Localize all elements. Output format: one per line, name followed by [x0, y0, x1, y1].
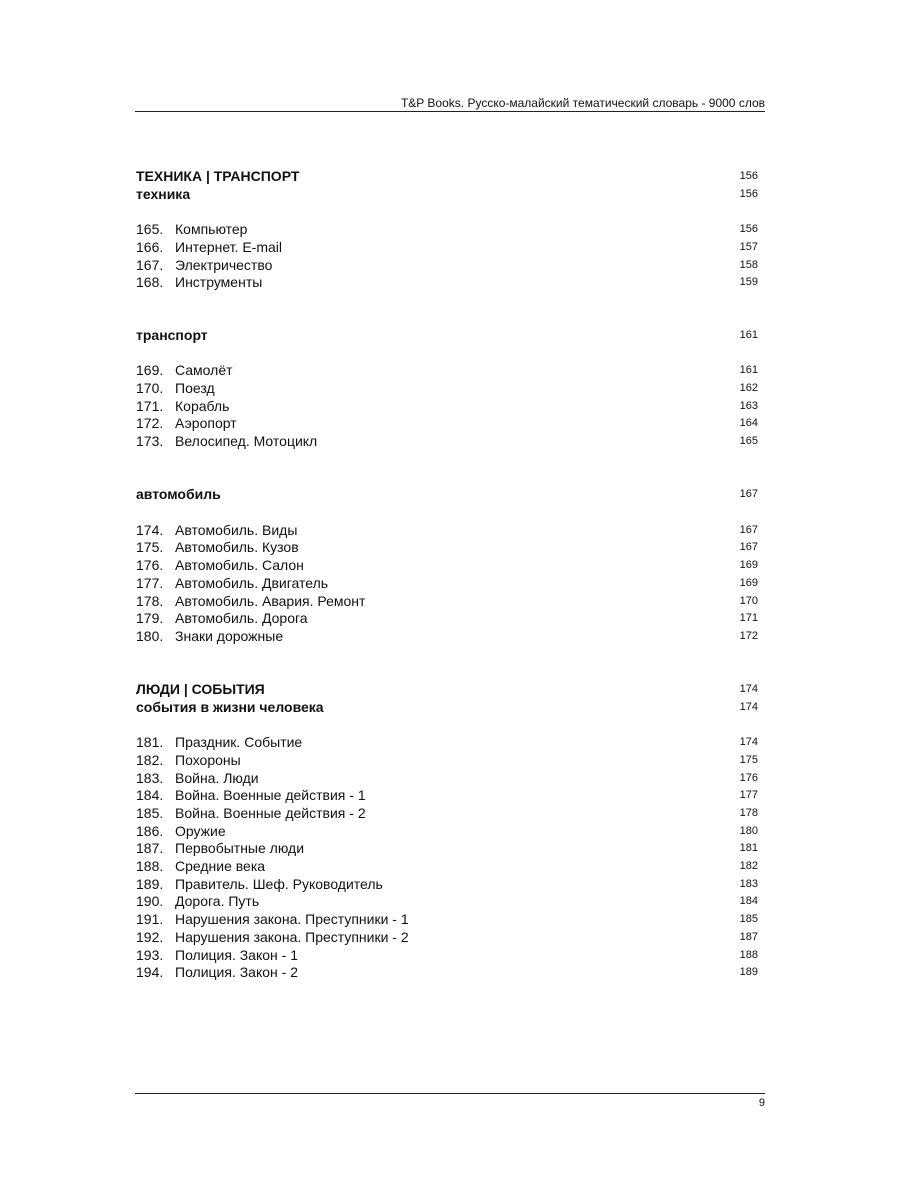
toc-page-number: 164 [739, 417, 758, 429]
toc-entry-number: 176. [136, 557, 164, 573]
toc-entry-label: Война. Военные действия - 2 [175, 805, 366, 821]
toc-entry-label: Нарушения закона. Преступники - 1 [175, 911, 409, 927]
toc-entry-label: Знаки дорожные [175, 628, 284, 644]
toc-entry[interactable] [136, 521, 758, 539]
toc-entry-number: 178. [136, 593, 164, 609]
toc-page-number: 174 [739, 736, 758, 748]
toc-entry-label: Похороны [175, 752, 241, 768]
toc-entry-label: Инструменты [175, 274, 263, 290]
toc-entry-label: Автомобиль. Виды [175, 522, 298, 538]
toc-entry-number: 194. [136, 964, 164, 980]
toc-page-number: 156 [739, 188, 758, 200]
toc-part-heading[interactable] [136, 680, 758, 698]
toc-section-heading[interactable] [136, 698, 758, 716]
toc-entry-number: 189. [136, 876, 164, 892]
toc-entry-label: Полиция. Закон - 2 [175, 964, 298, 980]
toc-entry-number: 177. [136, 575, 164, 591]
toc-page-number: 189 [739, 966, 758, 978]
toc-entry-number: 172. [136, 415, 164, 431]
toc-entry[interactable] [136, 238, 758, 256]
toc-entry-label: Автомобиль. Дорога [175, 610, 308, 626]
toc-entry-number: 184. [136, 787, 164, 803]
toc-page-number: 174 [739, 683, 758, 695]
toc-entry-number: 181. [136, 734, 164, 750]
toc-page-number: 161 [739, 329, 758, 341]
toc-entry-label: Корабль [175, 398, 230, 414]
toc-page-number: 157 [739, 241, 758, 253]
toc-section-label: события в жизни человека [136, 699, 324, 715]
toc-page-number: 182 [739, 860, 758, 872]
toc-entry[interactable] [136, 875, 758, 893]
toc-page-number: 169 [739, 559, 758, 571]
toc-page-number: 163 [739, 400, 758, 412]
toc-entry-number: 192. [136, 929, 164, 945]
toc-entry-label: Средние века [175, 858, 266, 874]
toc-entry-number: 186. [136, 823, 164, 839]
toc-entry-number: 167. [136, 257, 164, 273]
toc-entry[interactable] [136, 379, 758, 397]
page-number: 9 [758, 1097, 765, 1109]
toc-entry-number: 170. [136, 380, 164, 396]
toc-entry[interactable] [136, 397, 758, 415]
toc-page-number: 158 [739, 259, 758, 271]
toc-section-heading[interactable] [136, 485, 758, 503]
toc-page-number: 174 [739, 701, 758, 713]
toc-entry-label: Автомобиль. Двигатель [175, 575, 329, 591]
toc-entry-number: 193. [136, 947, 164, 963]
toc-entry[interactable] [136, 910, 758, 928]
toc-entry-label: Поезд [175, 380, 215, 396]
toc-entry-number: 171. [136, 398, 164, 414]
toc-entry-label: Самолёт [175, 362, 233, 378]
toc-entry-number: 190. [136, 893, 164, 909]
toc-part-heading[interactable] [136, 167, 758, 185]
toc-entry-number: 175. [136, 539, 164, 555]
toc-page-number: 161 [739, 364, 758, 376]
running-header: T&P Books. Русско-малайский тематический словарь - 9000 слов [400, 96, 765, 110]
toc-entry[interactable] [136, 857, 758, 875]
toc-entry[interactable] [136, 928, 758, 946]
toc-entry-label: Аэропорт [175, 415, 237, 431]
toc-page-number: 167 [739, 524, 758, 536]
toc-entry-number: 187. [136, 840, 164, 856]
toc-entry-label: Компьютер [175, 221, 248, 237]
toc-entry-number: 183. [136, 770, 164, 786]
table-of-contents [136, 0, 758, 1200]
toc-entry-label: Война. Люди [175, 770, 259, 786]
toc-entry[interactable] [136, 839, 758, 857]
toc-entry[interactable] [136, 574, 758, 592]
toc-page-number: 162 [739, 382, 758, 394]
toc-entry[interactable] [136, 592, 758, 610]
toc-page-number: 178 [739, 807, 758, 819]
toc-entry-label: Автомобиль. Кузов [175, 539, 299, 555]
toc-section-label: автомобиль [136, 486, 221, 502]
toc-entry[interactable] [136, 414, 758, 432]
toc-entry-label: Электричество [175, 257, 273, 273]
toc-page-number: 187 [739, 931, 758, 943]
toc-section-heading[interactable] [136, 326, 758, 344]
toc-page-number: 167 [739, 541, 758, 553]
toc-page-number: 175 [739, 754, 758, 766]
toc-entry-number: 182. [136, 752, 164, 768]
toc-entry[interactable] [136, 432, 758, 450]
toc-entry[interactable] [136, 556, 758, 574]
toc-part-label: ТЕХНИКА | ТРАНСПОРТ [136, 168, 300, 184]
toc-entry-number: 180. [136, 628, 164, 644]
toc-page-number: 184 [739, 895, 758, 907]
toc-entry-label: Нарушения закона. Преступники - 2 [175, 929, 409, 945]
toc-entry-number: 185. [136, 805, 164, 821]
toc-entry[interactable] [136, 786, 758, 804]
toc-entry-number: 173. [136, 433, 164, 449]
toc-entry[interactable] [136, 361, 758, 379]
toc-entry[interactable] [136, 627, 758, 645]
toc-page-number: 176 [739, 772, 758, 784]
toc-page-number: 181 [739, 842, 758, 854]
toc-page-number: 185 [739, 913, 758, 925]
toc-page-number: 180 [739, 825, 758, 837]
toc-entry-label: Полиция. Закон - 1 [175, 947, 298, 963]
toc-page-number: 156 [739, 170, 758, 182]
toc-page-number: 183 [739, 878, 758, 890]
toc-page-number: 171 [739, 612, 758, 624]
toc-page-number: 169 [739, 577, 758, 589]
toc-entry[interactable] [136, 609, 758, 627]
toc-entry[interactable] [136, 256, 758, 274]
toc-entry-label: Велосипед. Мотоцикл [175, 433, 318, 449]
toc-entry[interactable] [136, 963, 758, 981]
toc-entry-number: 165. [136, 221, 164, 237]
toc-page-number: 165 [739, 435, 758, 447]
toc-entry[interactable] [136, 220, 758, 238]
toc-page-number: 156 [739, 223, 758, 235]
toc-entry[interactable] [136, 804, 758, 822]
toc-entry-label: Автомобиль. Салон [175, 557, 304, 573]
toc-entry-number: 168. [136, 274, 164, 290]
toc-entry-number: 169. [136, 362, 164, 378]
toc-entry[interactable] [136, 892, 758, 910]
toc-entry-label: Война. Военные действия - 1 [175, 787, 366, 803]
footer-divider [135, 1093, 765, 1094]
toc-entry-label: Правитель. Шеф. Руководитель [175, 876, 383, 892]
toc-part-label: ЛЮДИ | СОБЫТИЯ [136, 681, 265, 697]
toc-page-number: 170 [739, 595, 758, 607]
toc-entry-number: 166. [136, 239, 164, 255]
toc-entry-number: 179. [136, 610, 164, 626]
toc-entry[interactable] [136, 751, 758, 769]
toc-section-label: техника [136, 186, 191, 202]
toc-entry-label: Первобытные люди [175, 840, 305, 856]
toc-section-label: транспорт [136, 327, 208, 343]
toc-page-number: 172 [739, 630, 758, 642]
toc-entry[interactable] [136, 769, 758, 787]
toc-entry-label: Праздник. Событие [175, 734, 303, 750]
toc-section-heading[interactable] [136, 185, 758, 203]
toc-entry[interactable] [136, 733, 758, 751]
toc-entry[interactable] [136, 538, 758, 556]
toc-page-number: 159 [739, 276, 758, 288]
toc-entry-number: 174. [136, 522, 164, 538]
toc-entry[interactable] [136, 946, 758, 964]
toc-entry-label: Оружие [175, 823, 226, 839]
toc-entry-label: Дорога. Путь [175, 893, 260, 909]
toc-page-number: 167 [739, 488, 758, 500]
toc-entry-label: Интернет. E-mail [175, 239, 282, 255]
toc-entry-label: Автомобиль. Авария. Ремонт [175, 593, 366, 609]
toc-entry-number: 191. [136, 911, 164, 927]
toc-entry[interactable] [136, 273, 758, 291]
toc-entry-number: 188. [136, 858, 164, 874]
toc-page-number: 188 [739, 949, 758, 961]
toc-page-number: 177 [739, 789, 758, 801]
toc-entry[interactable] [136, 822, 758, 840]
